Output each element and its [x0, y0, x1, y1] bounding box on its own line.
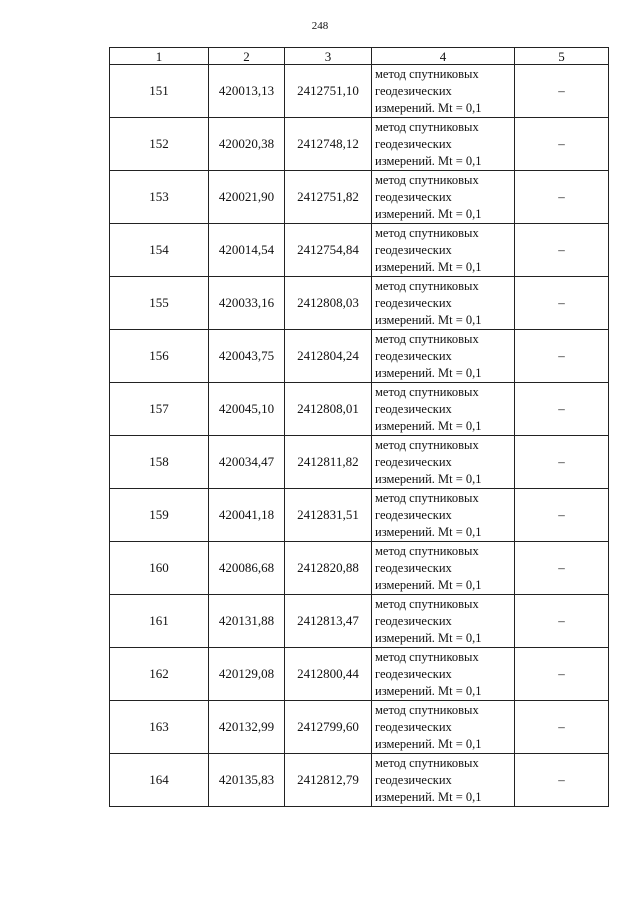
- method-line: метод спутниковых: [375, 543, 479, 558]
- header-col-3: 3: [285, 48, 372, 65]
- point-number-cell: 161: [110, 595, 209, 648]
- method-line: измерений. Mt = 0,1: [375, 683, 482, 698]
- method-line: измерений. Mt = 0,1: [375, 524, 482, 539]
- table-row: [110, 595, 609, 648]
- table-body: [110, 65, 609, 807]
- table-row: [110, 277, 609, 330]
- method-line: геодезических: [375, 772, 452, 787]
- method-line: геодезических: [375, 560, 452, 575]
- method-cell: [372, 65, 515, 118]
- coordinate-x-cell: 420014,54: [209, 224, 285, 277]
- note-cell: –: [515, 701, 609, 754]
- table-header: [110, 48, 609, 65]
- table-row: [110, 701, 609, 754]
- note-cell: –: [515, 436, 609, 489]
- method-line: метод спутниковых: [375, 649, 479, 664]
- note-cell: –: [515, 542, 609, 595]
- method-cell: [372, 754, 515, 807]
- table-row: [110, 65, 609, 118]
- point-number-cell: 160: [110, 542, 209, 595]
- method-line: метод спутниковых: [375, 384, 479, 399]
- coordinate-x-cell: 420132,99: [209, 701, 285, 754]
- method-line: метод спутниковых: [375, 437, 479, 452]
- coordinate-y-cell: 2412808,03: [285, 277, 372, 330]
- coordinate-x-cell: 420034,47: [209, 436, 285, 489]
- coordinate-x-cell: 420131,88: [209, 595, 285, 648]
- header-row: [110, 48, 609, 65]
- method-line: метод спутниковых: [375, 278, 479, 293]
- point-number-cell: 159: [110, 489, 209, 542]
- coordinate-y-cell: 2412811,82: [285, 436, 372, 489]
- coordinate-y-cell: 2412748,12: [285, 118, 372, 171]
- point-number-cell: 162: [110, 648, 209, 701]
- table-row: [110, 171, 609, 224]
- coordinate-x-cell: 420045,10: [209, 383, 285, 436]
- header-col-4: 4: [372, 48, 515, 65]
- method-cell: [372, 595, 515, 648]
- method-line: метод спутниковых: [375, 225, 479, 240]
- header-col-1: 1: [110, 48, 209, 65]
- method-cell: [372, 118, 515, 171]
- method-line: измерений. Mt = 0,1: [375, 577, 482, 592]
- coordinate-x-cell: 420135,83: [209, 754, 285, 807]
- method-line: геодезических: [375, 295, 452, 310]
- method-cell: [372, 701, 515, 754]
- point-number-cell: 164: [110, 754, 209, 807]
- coordinate-y-cell: 2412813,47: [285, 595, 372, 648]
- method-line: измерений. Mt = 0,1: [375, 471, 482, 486]
- coordinate-x-cell: 420021,90: [209, 171, 285, 224]
- note-cell: –: [515, 118, 609, 171]
- method-line: геодезических: [375, 189, 452, 204]
- method-line: геодезических: [375, 83, 452, 98]
- table-row: [110, 224, 609, 277]
- point-number-cell: 163: [110, 701, 209, 754]
- method-cell: [372, 171, 515, 224]
- note-cell: –: [515, 489, 609, 542]
- method-line: метод спутниковых: [375, 490, 479, 505]
- method-line: измерений. Mt = 0,1: [375, 153, 482, 168]
- coordinate-y-cell: 2412804,24: [285, 330, 372, 383]
- method-cell: [372, 277, 515, 330]
- coordinate-y-cell: 2412800,44: [285, 648, 372, 701]
- note-cell: –: [515, 171, 609, 224]
- method-line: метод спутниковых: [375, 331, 479, 346]
- method-line: геодезических: [375, 401, 452, 416]
- table-row: [110, 542, 609, 595]
- method-line: геодезических: [375, 507, 452, 522]
- header-col-2: 2: [209, 48, 285, 65]
- note-cell: –: [515, 383, 609, 436]
- coordinate-x-cell: 420043,75: [209, 330, 285, 383]
- header-col-5: 5: [515, 48, 609, 65]
- method-cell: [372, 330, 515, 383]
- table-row: [110, 436, 609, 489]
- note-cell: –: [515, 595, 609, 648]
- coordinate-y-cell: 2412751,82: [285, 171, 372, 224]
- method-line: метод спутниковых: [375, 702, 479, 717]
- method-cell: [372, 436, 515, 489]
- method-line: измерений. Mt = 0,1: [375, 312, 482, 327]
- coordinates-table: [109, 47, 609, 807]
- note-cell: –: [515, 65, 609, 118]
- method-line: метод спутниковых: [375, 119, 479, 134]
- coordinate-x-cell: 420020,38: [209, 118, 285, 171]
- coordinate-y-cell: 2412831,51: [285, 489, 372, 542]
- coordinate-x-cell: 420041,18: [209, 489, 285, 542]
- table-row: [110, 489, 609, 542]
- coordinate-x-cell: 420033,16: [209, 277, 285, 330]
- method-line: геодезических: [375, 666, 452, 681]
- method-line: измерений. Mt = 0,1: [375, 365, 482, 380]
- point-number-cell: 158: [110, 436, 209, 489]
- point-number-cell: 157: [110, 383, 209, 436]
- method-line: геодезических: [375, 348, 452, 363]
- table-row: [110, 648, 609, 701]
- note-cell: –: [515, 277, 609, 330]
- page-number: 248: [311, 20, 329, 32]
- table-row: [110, 118, 609, 171]
- coordinate-x-cell: 420086,68: [209, 542, 285, 595]
- method-line: измерений. Mt = 0,1: [375, 100, 482, 115]
- point-number-cell: 156: [110, 330, 209, 383]
- method-line: измерений. Mt = 0,1: [375, 206, 482, 221]
- note-cell: –: [515, 330, 609, 383]
- point-number-cell: 155: [110, 277, 209, 330]
- method-cell: [372, 383, 515, 436]
- coordinate-y-cell: 2412808,01: [285, 383, 372, 436]
- coordinate-y-cell: 2412754,84: [285, 224, 372, 277]
- table-row: [110, 754, 609, 807]
- point-number-cell: 151: [110, 65, 209, 118]
- coordinate-y-cell: 2412812,79: [285, 754, 372, 807]
- method-cell: [372, 489, 515, 542]
- note-cell: –: [515, 224, 609, 277]
- point-number-cell: 154: [110, 224, 209, 277]
- coordinate-y-cell: 2412751,10: [285, 65, 372, 118]
- method-line: измерений. Mt = 0,1: [375, 736, 482, 751]
- method-cell: [372, 224, 515, 277]
- method-line: метод спутниковых: [375, 755, 479, 770]
- method-line: геодезических: [375, 719, 452, 734]
- table-row: [110, 330, 609, 383]
- method-line: измерений. Mt = 0,1: [375, 259, 482, 274]
- method-line: метод спутниковых: [375, 596, 479, 611]
- method-line: геодезических: [375, 242, 452, 257]
- table-row: [110, 383, 609, 436]
- method-line: геодезических: [375, 454, 452, 469]
- coordinate-y-cell: 2412799,60: [285, 701, 372, 754]
- coordinate-y-cell: 2412820,88: [285, 542, 372, 595]
- coordinate-x-cell: 420013,13: [209, 65, 285, 118]
- method-line: метод спутниковых: [375, 172, 479, 187]
- note-cell: –: [515, 754, 609, 807]
- note-cell: –: [515, 648, 609, 701]
- method-line: измерений. Mt = 0,1: [375, 789, 482, 804]
- method-line: измерений. Mt = 0,1: [375, 630, 482, 645]
- method-cell: [372, 648, 515, 701]
- method-line: метод спутниковых: [375, 66, 479, 81]
- coordinate-x-cell: 420129,08: [209, 648, 285, 701]
- point-number-cell: 152: [110, 118, 209, 171]
- method-line: геодезических: [375, 613, 452, 628]
- point-number-cell: 153: [110, 171, 209, 224]
- method-cell: [372, 542, 515, 595]
- method-line: измерений. Mt = 0,1: [375, 418, 482, 433]
- method-line: геодезических: [375, 136, 452, 151]
